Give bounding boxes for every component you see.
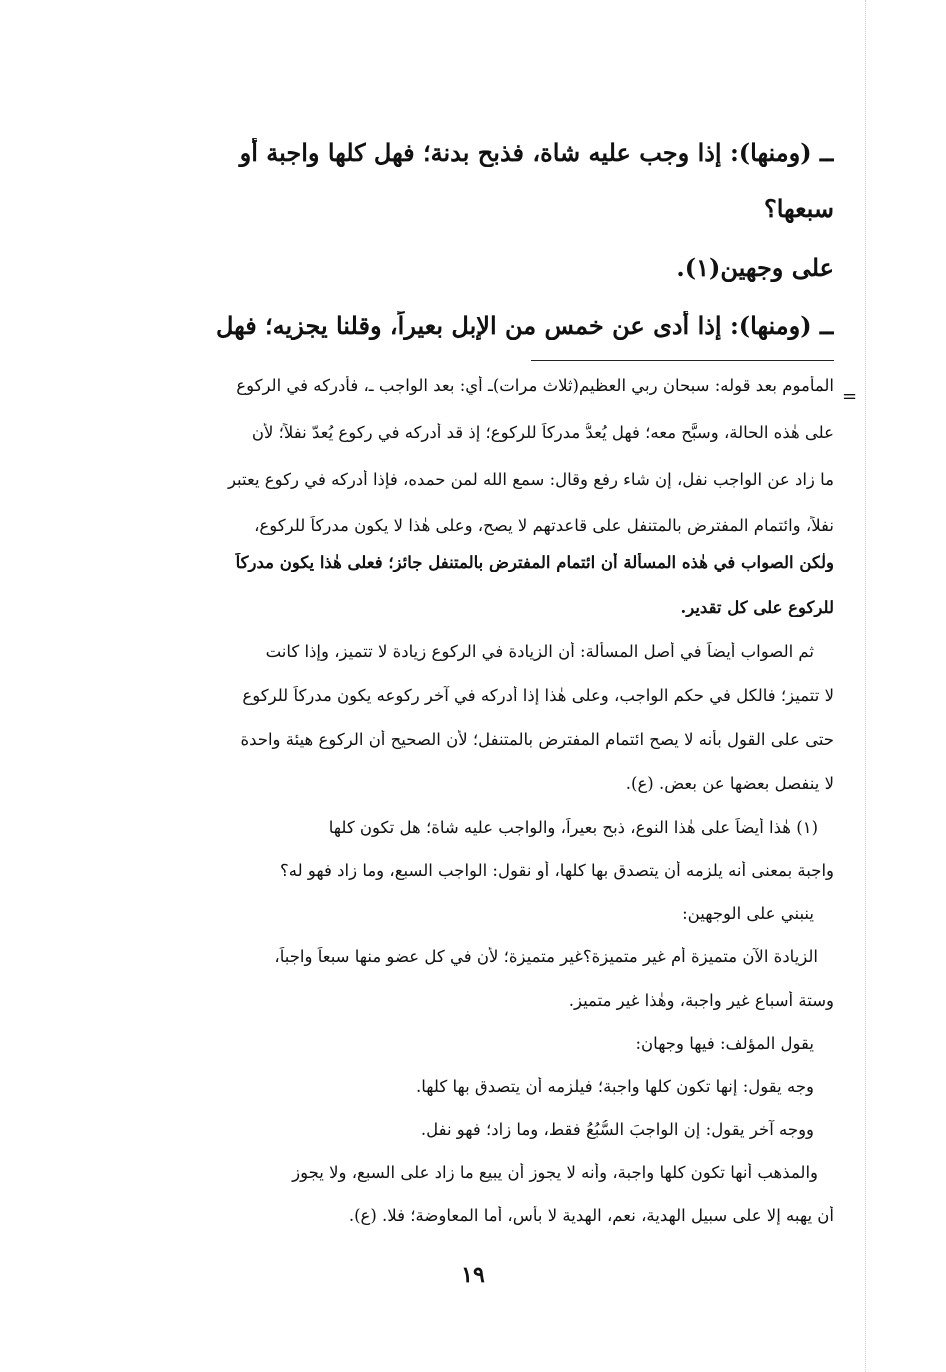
- footnote-line: ما زاد عن الواجب نفل، إن شاء رفع وقال: سمع الله لمن حمده، فإذا أدركه في ركوع يعتبر: [227, 470, 834, 489]
- footnote-line: ينبني على الوجهين:: [682, 904, 814, 923]
- footnote-line: يقول المؤلف: فيها وجهان:: [635, 1034, 814, 1053]
- main-text-line-1: ــ (ومنها): إذا وجب عليه شاة، فذبح بدنة؛ فهل كلها واجبة أو: [239, 138, 834, 167]
- footnote-line: (١) هٰذا أيضاً على هٰذا النوع، ذبح بعيراً، والواجب عليه شاة؛ هل تكون كلها: [328, 818, 818, 837]
- footnote-line: والمذهب أنها تكون كلها واجبة، وأنه لا يجوز أن يبيع ما زاد على السبع، ولا يجوز: [292, 1163, 818, 1182]
- footnote-line: المأموم بعد قوله: سبحان ربي العظيم(ثلاث مرات)ـ أي: بعد الواجب ـ، فأدركه في الركوع: [236, 376, 834, 395]
- main-text-line-4: ــ (ومنها): إذا أدى عن خمس من الإبل بعيراً، وقلنا يجزيه؛ فهل: [215, 311, 834, 340]
- page-number: ١٩: [461, 1262, 485, 1288]
- footnote-line: وستة أسباع غير واجبة، وهٰذا غير متميز.: [568, 991, 834, 1010]
- footnote-line: وجه يقول: إنها تكون كلها واجبة؛ فيلزمه أن يتصدق بها كلها.: [416, 1077, 814, 1096]
- main-text-line-2: سبعها؟: [763, 194, 834, 223]
- footnote-line: لا ينفصل بعضها عن بعض. (ع).: [625, 774, 834, 793]
- footnote-line: الزيادة الآن متميزة أم غير متميزة؟غير متميزة؛ لأن في كل عضو منها سبعاً واجباً،: [274, 947, 818, 966]
- footnote-line: لا تتميز؛ فالكل في حكم الواجب، وعلى هٰذا إذا أدركه في آخر ركوعه يكون مدركاً للركوع: [242, 686, 834, 705]
- footnote-line: على هٰذه الحالة، وسبَّح معه؛ فهل يُعدُّ مدركاً للركوع؛ إذ قد أدركه في ركوع يُعدّ نفلاً؛ لأن: [251, 423, 834, 442]
- footnote-continuation-mark: =: [842, 386, 858, 407]
- footnote-line: واجبة بمعنى أنه يلزمه أن يتصدق بها كلها، أو نقول: الواجب السبع، وما زاد فهو له؟: [280, 861, 834, 880]
- footnote-line: أن يهبه إلا على سبيل الهدية، نعم، الهدية لا بأس، أما المعاوضة؛ فلا. (ع).: [348, 1206, 834, 1225]
- footnote-line: حتى على القول بأنه لا يصح ائتمام المفترض بالمتنفل؛ لأن الصحيح أن الركوع هيئة واحدة: [240, 730, 834, 749]
- footnote-line: نفلاً، وائتمام المفترض بالمتنفل على قاعدتهم لا يصح، وعلى هٰذا لا يكون مدركاً للركوع،: [254, 516, 834, 535]
- footnote-separator: [531, 360, 834, 361]
- main-text-line-3: على وجهين(١).: [676, 253, 834, 282]
- footnote-line: ولٰكن الصواب في هٰذه المسألة أن ائتمام المفترض بالمتنفل جائز؛ فعلى هٰذا يكون مدركاً: [235, 553, 834, 572]
- footnote-line: ووجه آخر يقول: إن الواجبَ السُّبُعُ فقط، وما زاد؛ فهو نفل.: [420, 1120, 814, 1139]
- footnote-line: ثم الصواب أيضاً في أصل المسألة: أن الزيادة في الركوع زيادة لا تتميز، وإذا كانت: [265, 642, 814, 661]
- page-edge-dots: [865, 0, 866, 1372]
- footnote-line: للركوع على كل تقدير.: [680, 598, 834, 617]
